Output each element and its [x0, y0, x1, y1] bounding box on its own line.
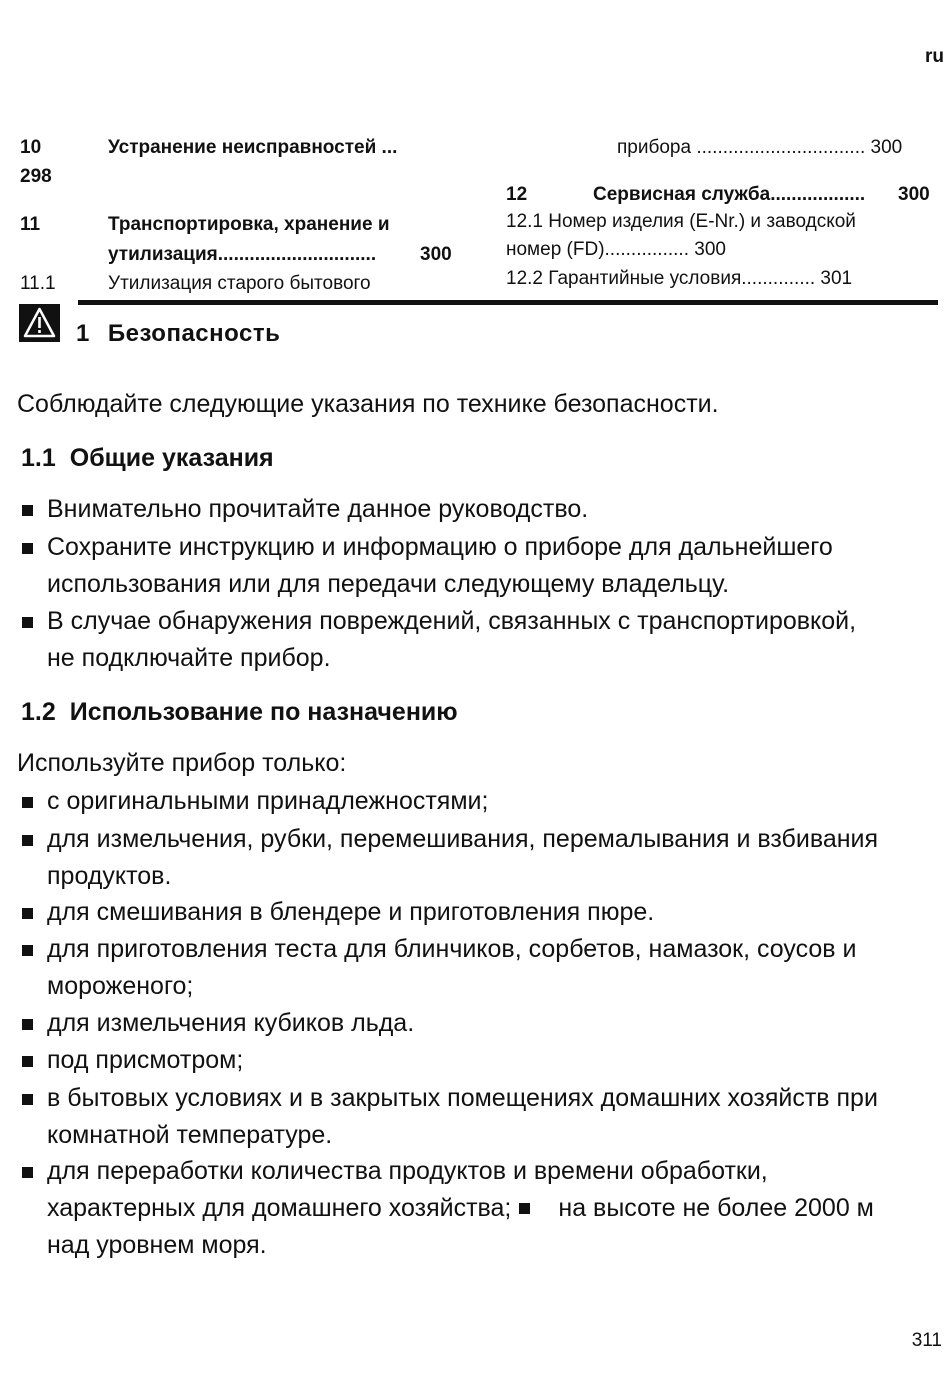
list-item-text-part: характерных для домашнего хозяйства; [47, 1194, 512, 1222]
list-item-text: Внимательно прочитайте данное руководство. [47, 495, 589, 523]
toc-10-number: 10 [20, 137, 42, 158]
toc-11-number: 11 [20, 214, 41, 235]
toc-10-page: 298 [20, 166, 52, 187]
section-1-2-title: Использование по назначению [69, 698, 458, 726]
section-1-heading [76, 320, 280, 348]
list-item-text: для смешивания в блендере и приготовления пюре. [47, 898, 655, 926]
bullet-icon [22, 1019, 33, 1030]
list-item-text: не подключайте прибор. [47, 644, 331, 672]
section-1-1-heading [21, 444, 274, 473]
toc-11-page: 300 [420, 244, 452, 265]
list-item-text-part: на высоте не более 2000 м [558, 1194, 874, 1222]
bullet-icon [22, 617, 33, 628]
list-item-text: с оригинальными принадлежностями; [47, 787, 489, 815]
bullet-icon [22, 1167, 33, 1178]
section-1-title: Безопасность [107, 320, 281, 347]
section-1-2-number: 1.2 [21, 698, 56, 726]
list-item-text: мороженого; [47, 972, 194, 1000]
toc-11-1-continuation[interactable]: прибора ................................ 300 [617, 137, 903, 158]
list-item-text: Сохраните инструкцию и информацию о приборе для дальнейшего [47, 533, 833, 561]
section-1-2-intro: Используйте прибор только: [17, 749, 347, 777]
list-item-text: комнатной температуре. [47, 1121, 333, 1149]
list-item-text: в бытовых условиях и в закрытых помещениях домашних хозяйств при [47, 1084, 878, 1112]
list-item-text: над уровнем моря. [47, 1231, 267, 1259]
list-item-text: для переработки количества продуктов и времени обработки, [47, 1157, 768, 1185]
toc-12-title[interactable]: Сервисная служба.................. [593, 184, 866, 205]
toc-11-title-line2[interactable]: утилизация.............................. [108, 244, 377, 265]
language-label: ru [925, 46, 944, 67]
bullet-icon [22, 1056, 33, 1067]
bullet-icon [22, 543, 33, 554]
toc-12-page: 300 [898, 184, 930, 205]
toc-12-2[interactable]: 12.2 Гарантийные условия.............. 301 [506, 268, 853, 289]
section-1-intro: Соблюдайте следующие указания по технике безопасности. [17, 390, 719, 418]
bullet-icon [22, 1094, 33, 1105]
bullet-icon [22, 908, 33, 919]
section-1-number: 1 [76, 320, 90, 347]
list-item-text: продуктов. [47, 862, 172, 890]
list-item-text: под присмотром; [47, 1046, 244, 1074]
list-item-text: использования или для передачи следующему владельцу. [47, 570, 730, 598]
section-1-1-number: 1.1 [21, 444, 56, 472]
bullet-icon [22, 505, 33, 516]
section-1-2-heading [21, 698, 458, 727]
warning-icon [19, 304, 60, 342]
list-item-text: В случае обнаружения повреждений, связанных с транспортировкой, [47, 607, 857, 635]
toc-11-title-line1[interactable]: Транспортировка, хранение и [108, 214, 390, 235]
bullet-icon [22, 835, 33, 846]
list-item-text [47, 1190, 874, 1227]
toc-12-1-line2[interactable]: номер (FD)................ 300 [506, 239, 726, 260]
list-item-text: для измельчения кубиков льда. [47, 1009, 415, 1037]
section-1-1-title: Общие указания [69, 444, 274, 472]
toc-10-title[interactable]: Устранение неисправностей ... [108, 137, 398, 158]
bullet-icon [519, 1203, 530, 1214]
toc-11-1-number: 11.1 [20, 273, 56, 294]
list-item-text: для измельчения, рубки, перемешивания, перемалывания и взбивания [47, 825, 879, 853]
page-number: 311 [911, 1330, 942, 1351]
toc-11-1-title[interactable]: Утилизация старого бытового [108, 273, 371, 294]
toc-12-1-line1[interactable]: 12.1 Номер изделия (E-Nr.) и заводской [506, 211, 856, 232]
bullet-icon [22, 945, 33, 956]
toc-12-number: 12 [506, 184, 528, 205]
section-rule [78, 300, 938, 305]
list-item-text: для приготовления теста для блинчиков, сорбетов, намазок, соусов и [47, 935, 857, 963]
bullet-icon [22, 797, 33, 808]
